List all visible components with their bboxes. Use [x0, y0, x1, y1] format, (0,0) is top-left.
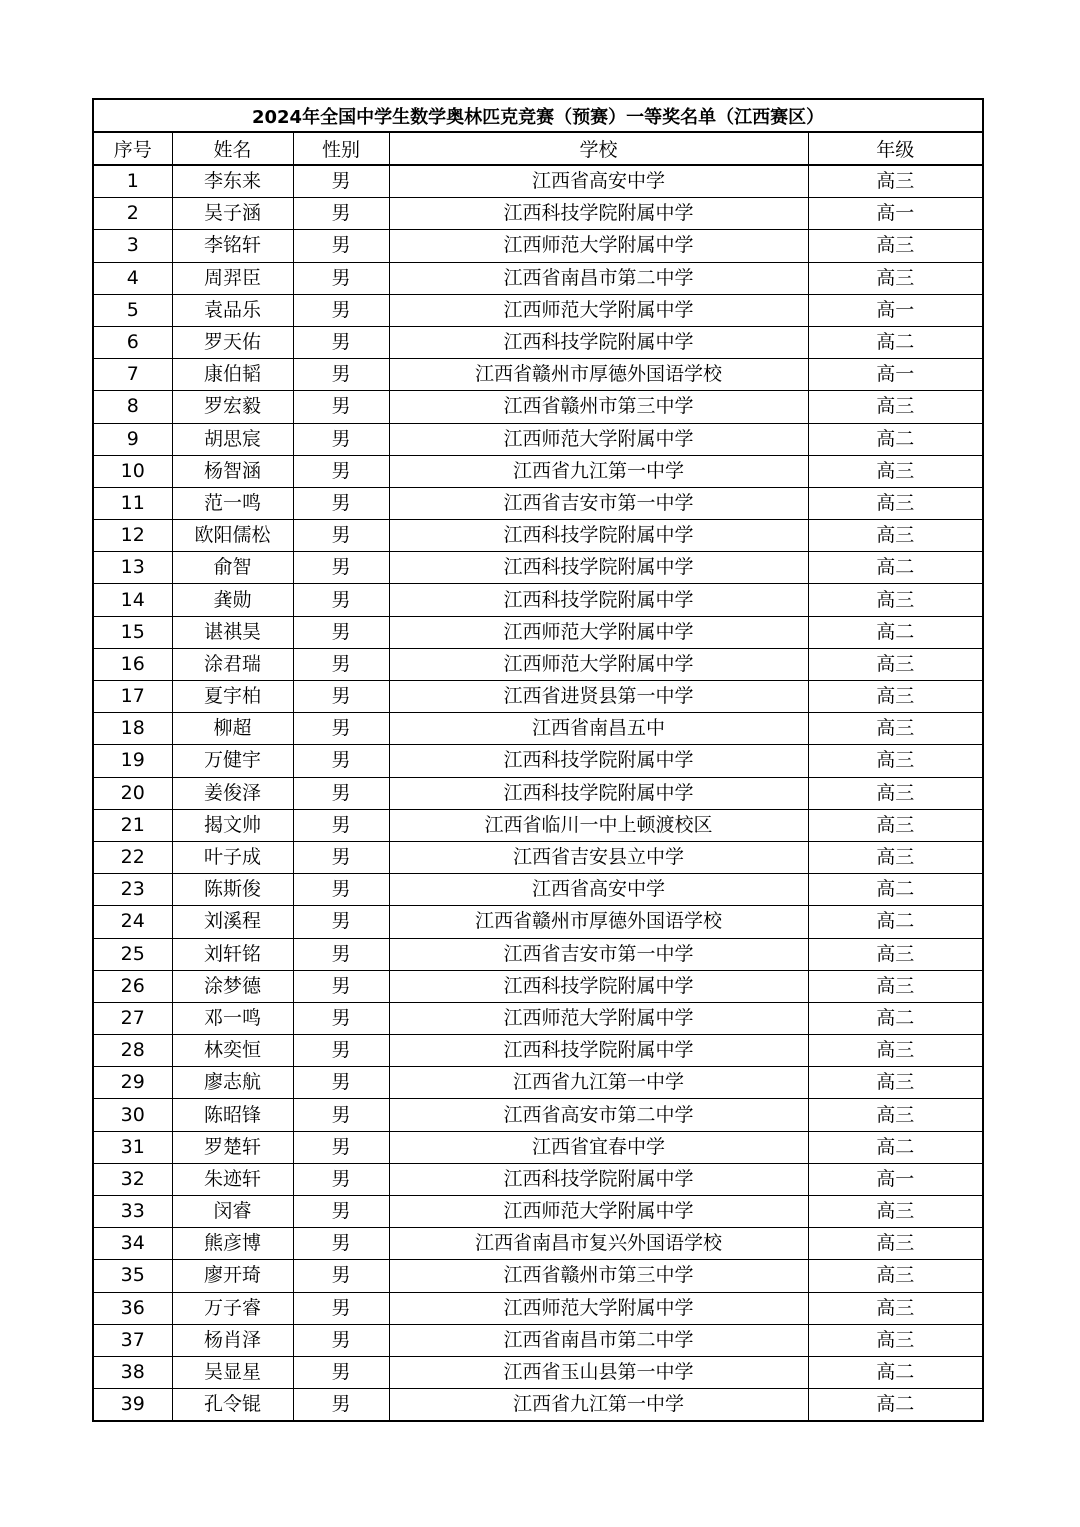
cell-number: 23	[93, 874, 172, 906]
cell-name: 陈昭锋	[172, 1099, 293, 1131]
table-row	[93, 487, 983, 519]
cell-school: 江西省九江第一中学	[389, 1067, 808, 1099]
cell-grade: 高三	[808, 745, 983, 777]
cell-number: 2	[93, 198, 172, 230]
cell-school: 江西师范大学附属中学	[389, 294, 808, 326]
cell-number: 31	[93, 1131, 172, 1163]
award-list-table	[92, 98, 984, 1422]
cell-school: 江西省宜春中学	[389, 1131, 808, 1163]
cell-gender: 男	[293, 970, 389, 1002]
cell-number: 27	[93, 1002, 172, 1034]
cell-number: 18	[93, 713, 172, 745]
table-row	[93, 970, 983, 1002]
cell-grade: 高三	[808, 1228, 983, 1260]
table-row	[93, 520, 983, 552]
cell-school: 江西省南昌市第二中学	[389, 262, 808, 294]
cell-grade: 高三	[808, 809, 983, 841]
cell-number: 29	[93, 1067, 172, 1099]
cell-name: 孔令锟	[172, 1389, 293, 1422]
cell-gender: 男	[293, 1131, 389, 1163]
table-row	[93, 616, 983, 648]
cell-name: 廖志航	[172, 1067, 293, 1099]
table-row	[93, 648, 983, 680]
cell-gender: 男	[293, 1324, 389, 1356]
cell-grade: 高三	[808, 938, 983, 970]
cell-number: 8	[93, 391, 172, 423]
cell-number: 38	[93, 1356, 172, 1388]
table-row	[93, 713, 983, 745]
cell-grade: 高三	[808, 455, 983, 487]
table-row	[93, 326, 983, 358]
cell-grade: 高三	[808, 262, 983, 294]
table-row	[93, 1002, 983, 1034]
cell-grade: 高三	[808, 1292, 983, 1324]
cell-grade: 高三	[808, 1196, 983, 1228]
cell-grade: 高三	[808, 391, 983, 423]
table-row	[93, 1228, 983, 1260]
cell-grade: 高二	[808, 1389, 983, 1422]
table-row	[93, 1067, 983, 1099]
cell-grade: 高二	[808, 1131, 983, 1163]
table-row	[93, 745, 983, 777]
column-header-grade: 年级	[808, 132, 983, 165]
cell-name: 朱迹轩	[172, 1163, 293, 1195]
cell-school: 江西省吉安县立中学	[389, 841, 808, 873]
column-header-name: 姓名	[172, 132, 293, 165]
column-header-number: 序号	[93, 132, 172, 165]
cell-school: 江西科技学院附属中学	[389, 584, 808, 616]
cell-grade: 高二	[808, 552, 983, 584]
cell-number: 33	[93, 1196, 172, 1228]
cell-grade: 高二	[808, 616, 983, 648]
cell-school: 江西师范大学附属中学	[389, 1292, 808, 1324]
cell-number: 12	[93, 520, 172, 552]
cell-name: 谌祺昊	[172, 616, 293, 648]
cell-grade: 高三	[808, 1324, 983, 1356]
cell-school: 江西省吉安市第一中学	[389, 938, 808, 970]
cell-name: 涂梦德	[172, 970, 293, 1002]
table-row	[93, 1324, 983, 1356]
cell-name: 夏宇柏	[172, 681, 293, 713]
cell-school: 江西科技学院附属中学	[389, 520, 808, 552]
table-row	[93, 584, 983, 616]
cell-gender: 男	[293, 841, 389, 873]
cell-gender: 男	[293, 262, 389, 294]
cell-gender: 男	[293, 487, 389, 519]
cell-number: 24	[93, 906, 172, 938]
cell-name: 范一鸣	[172, 487, 293, 519]
cell-school: 江西科技学院附属中学	[389, 552, 808, 584]
cell-gender: 男	[293, 745, 389, 777]
cell-name: 吴子涵	[172, 198, 293, 230]
cell-number: 10	[93, 455, 172, 487]
cell-name: 叶子成	[172, 841, 293, 873]
cell-name: 龚勋	[172, 584, 293, 616]
cell-school: 江西省南昌市复兴外国语学校	[389, 1228, 808, 1260]
cell-school: 江西省九江第一中学	[389, 455, 808, 487]
table-row	[93, 938, 983, 970]
table-row	[93, 1163, 983, 1195]
cell-name: 林奕恒	[172, 1035, 293, 1067]
cell-gender: 男	[293, 1196, 389, 1228]
cell-school: 江西科技学院附属中学	[389, 198, 808, 230]
table-row	[93, 262, 983, 294]
cell-gender: 男	[293, 938, 389, 970]
cell-grade: 高三	[808, 1260, 983, 1292]
cell-school: 江西师范大学附属中学	[389, 616, 808, 648]
cell-gender: 男	[293, 520, 389, 552]
cell-name: 万子睿	[172, 1292, 293, 1324]
cell-name: 廖开琦	[172, 1260, 293, 1292]
cell-grade: 高一	[808, 198, 983, 230]
table-row	[93, 198, 983, 230]
cell-gender: 男	[293, 1002, 389, 1034]
table-row	[93, 455, 983, 487]
cell-number: 4	[93, 262, 172, 294]
cell-number: 3	[93, 230, 172, 262]
cell-school: 江西省南昌五中	[389, 713, 808, 745]
cell-number: 28	[93, 1035, 172, 1067]
table-row	[93, 423, 983, 455]
cell-grade: 高三	[808, 1067, 983, 1099]
cell-school: 江西省赣州市厚德外国语学校	[389, 906, 808, 938]
table-row	[93, 841, 983, 873]
table-row	[93, 165, 983, 198]
cell-name: 杨智涵	[172, 455, 293, 487]
cell-grade: 高三	[808, 841, 983, 873]
cell-gender: 男	[293, 1260, 389, 1292]
cell-gender: 男	[293, 455, 389, 487]
cell-grade: 高三	[808, 165, 983, 198]
cell-grade: 高三	[808, 1099, 983, 1131]
cell-grade: 高二	[808, 1356, 983, 1388]
cell-number: 36	[93, 1292, 172, 1324]
cell-grade: 高一	[808, 1163, 983, 1195]
cell-school: 江西省高安市第二中学	[389, 1099, 808, 1131]
cell-gender: 男	[293, 648, 389, 680]
cell-gender: 男	[293, 552, 389, 584]
cell-school: 江西师范大学附属中学	[389, 230, 808, 262]
table-row	[93, 1196, 983, 1228]
table-body	[93, 165, 983, 1421]
cell-number: 11	[93, 487, 172, 519]
table-row	[93, 391, 983, 423]
cell-grade: 高三	[808, 487, 983, 519]
cell-gender: 男	[293, 165, 389, 198]
cell-school: 江西省进贤县第一中学	[389, 681, 808, 713]
cell-grade: 高二	[808, 326, 983, 358]
cell-number: 5	[93, 294, 172, 326]
cell-number: 7	[93, 359, 172, 391]
cell-school: 江西科技学院附属中学	[389, 970, 808, 1002]
cell-name: 罗宏毅	[172, 391, 293, 423]
table-row	[93, 809, 983, 841]
column-header-gender: 性别	[293, 132, 389, 165]
cell-name: 邓一鸣	[172, 1002, 293, 1034]
cell-grade: 高一	[808, 294, 983, 326]
cell-school: 江西省玉山县第一中学	[389, 1356, 808, 1388]
cell-name: 罗楚轩	[172, 1131, 293, 1163]
cell-number: 15	[93, 616, 172, 648]
cell-number: 20	[93, 777, 172, 809]
cell-school: 江西科技学院附属中学	[389, 1035, 808, 1067]
cell-school: 江西科技学院附属中学	[389, 745, 808, 777]
cell-name: 熊彦博	[172, 1228, 293, 1260]
cell-gender: 男	[293, 423, 389, 455]
cell-gender: 男	[293, 1292, 389, 1324]
cell-gender: 男	[293, 1035, 389, 1067]
table-row	[93, 294, 983, 326]
cell-number: 6	[93, 326, 172, 358]
column-header-school: 学校	[389, 132, 808, 165]
cell-gender: 男	[293, 359, 389, 391]
cell-name: 康伯韬	[172, 359, 293, 391]
table-row	[93, 552, 983, 584]
cell-grade: 高三	[808, 713, 983, 745]
cell-school: 江西师范大学附属中学	[389, 423, 808, 455]
cell-gender: 男	[293, 1099, 389, 1131]
cell-grade: 高三	[808, 648, 983, 680]
cell-name: 闵睿	[172, 1196, 293, 1228]
table-row	[93, 1356, 983, 1388]
cell-number: 34	[93, 1228, 172, 1260]
cell-grade: 高三	[808, 777, 983, 809]
column-header-row	[93, 132, 983, 165]
cell-name: 柳超	[172, 713, 293, 745]
cell-school: 江西科技学院附属中学	[389, 1163, 808, 1195]
cell-gender: 男	[293, 584, 389, 616]
cell-grade: 高三	[808, 1035, 983, 1067]
cell-school: 江西师范大学附属中学	[389, 648, 808, 680]
cell-gender: 男	[293, 616, 389, 648]
cell-name: 刘轩铭	[172, 938, 293, 970]
cell-grade: 高三	[808, 970, 983, 1002]
cell-gender: 男	[293, 1163, 389, 1195]
cell-gender: 男	[293, 874, 389, 906]
cell-grade: 高三	[808, 681, 983, 713]
cell-number: 39	[93, 1389, 172, 1422]
table-row	[93, 906, 983, 938]
table-row	[93, 874, 983, 906]
cell-number: 21	[93, 809, 172, 841]
cell-name: 周羿臣	[172, 262, 293, 294]
cell-school: 江西师范大学附属中学	[389, 1002, 808, 1034]
cell-school: 江西省临川一中上顿渡校区	[389, 809, 808, 841]
cell-gender: 男	[293, 777, 389, 809]
cell-name: 涂君瑞	[172, 648, 293, 680]
cell-number: 19	[93, 745, 172, 777]
cell-name: 袁品乐	[172, 294, 293, 326]
cell-gender: 男	[293, 713, 389, 745]
cell-school: 江西省高安中学	[389, 165, 808, 198]
cell-grade: 高三	[808, 520, 983, 552]
table-row	[93, 1035, 983, 1067]
table-title-row	[93, 99, 983, 132]
cell-number: 1	[93, 165, 172, 198]
cell-grade: 高二	[808, 874, 983, 906]
cell-number: 22	[93, 841, 172, 873]
cell-grade: 高二	[808, 423, 983, 455]
cell-number: 35	[93, 1260, 172, 1292]
cell-school: 江西师范大学附属中学	[389, 1196, 808, 1228]
table-row	[93, 1099, 983, 1131]
cell-name: 姜俊泽	[172, 777, 293, 809]
cell-number: 14	[93, 584, 172, 616]
cell-school: 江西省赣州市第三中学	[389, 1260, 808, 1292]
cell-grade: 高三	[808, 230, 983, 262]
cell-school: 江西省赣州市厚德外国语学校	[389, 359, 808, 391]
cell-grade: 高一	[808, 359, 983, 391]
cell-name: 胡思宸	[172, 423, 293, 455]
cell-name: 刘溪程	[172, 906, 293, 938]
cell-number: 26	[93, 970, 172, 1002]
table-row	[93, 1131, 983, 1163]
cell-gender: 男	[293, 1067, 389, 1099]
cell-name: 李东来	[172, 165, 293, 198]
table-row	[93, 777, 983, 809]
cell-gender: 男	[293, 198, 389, 230]
cell-number: 17	[93, 681, 172, 713]
cell-number: 16	[93, 648, 172, 680]
cell-gender: 男	[293, 294, 389, 326]
table-row	[93, 230, 983, 262]
cell-name: 欧阳儒松	[172, 520, 293, 552]
cell-name: 揭文帅	[172, 809, 293, 841]
table-row	[93, 1389, 983, 1422]
cell-gender: 男	[293, 906, 389, 938]
cell-number: 30	[93, 1099, 172, 1131]
cell-name: 万健宇	[172, 745, 293, 777]
cell-school: 江西省吉安市第一中学	[389, 487, 808, 519]
cell-number: 37	[93, 1324, 172, 1356]
cell-name: 杨肖泽	[172, 1324, 293, 1356]
cell-number: 13	[93, 552, 172, 584]
cell-gender: 男	[293, 230, 389, 262]
cell-gender: 男	[293, 681, 389, 713]
cell-name: 李铭轩	[172, 230, 293, 262]
cell-gender: 男	[293, 809, 389, 841]
cell-grade: 高二	[808, 1002, 983, 1034]
cell-number: 32	[93, 1163, 172, 1195]
cell-school: 江西科技学院附属中学	[389, 777, 808, 809]
cell-grade: 高三	[808, 584, 983, 616]
cell-school: 江西省九江第一中学	[389, 1389, 808, 1422]
cell-grade: 高二	[808, 906, 983, 938]
cell-name: 俞智	[172, 552, 293, 584]
cell-school: 江西科技学院附属中学	[389, 326, 808, 358]
table-row	[93, 359, 983, 391]
cell-gender: 男	[293, 391, 389, 423]
cell-number: 25	[93, 938, 172, 970]
cell-gender: 男	[293, 326, 389, 358]
cell-school: 江西省南昌市第二中学	[389, 1324, 808, 1356]
cell-name: 陈斯俊	[172, 874, 293, 906]
cell-gender: 男	[293, 1228, 389, 1260]
cell-number: 9	[93, 423, 172, 455]
table-row	[93, 1260, 983, 1292]
cell-school: 江西省赣州市第三中学	[389, 391, 808, 423]
table-title: 2024年全国中学生数学奥林匹克竞赛（预赛）一等奖名单（江西赛区）	[93, 99, 983, 132]
cell-name: 罗天佑	[172, 326, 293, 358]
table-row	[93, 1292, 983, 1324]
cell-gender: 男	[293, 1389, 389, 1422]
cell-gender: 男	[293, 1356, 389, 1388]
table-row	[93, 681, 983, 713]
cell-name: 吴显星	[172, 1356, 293, 1388]
cell-school: 江西省高安中学	[389, 874, 808, 906]
